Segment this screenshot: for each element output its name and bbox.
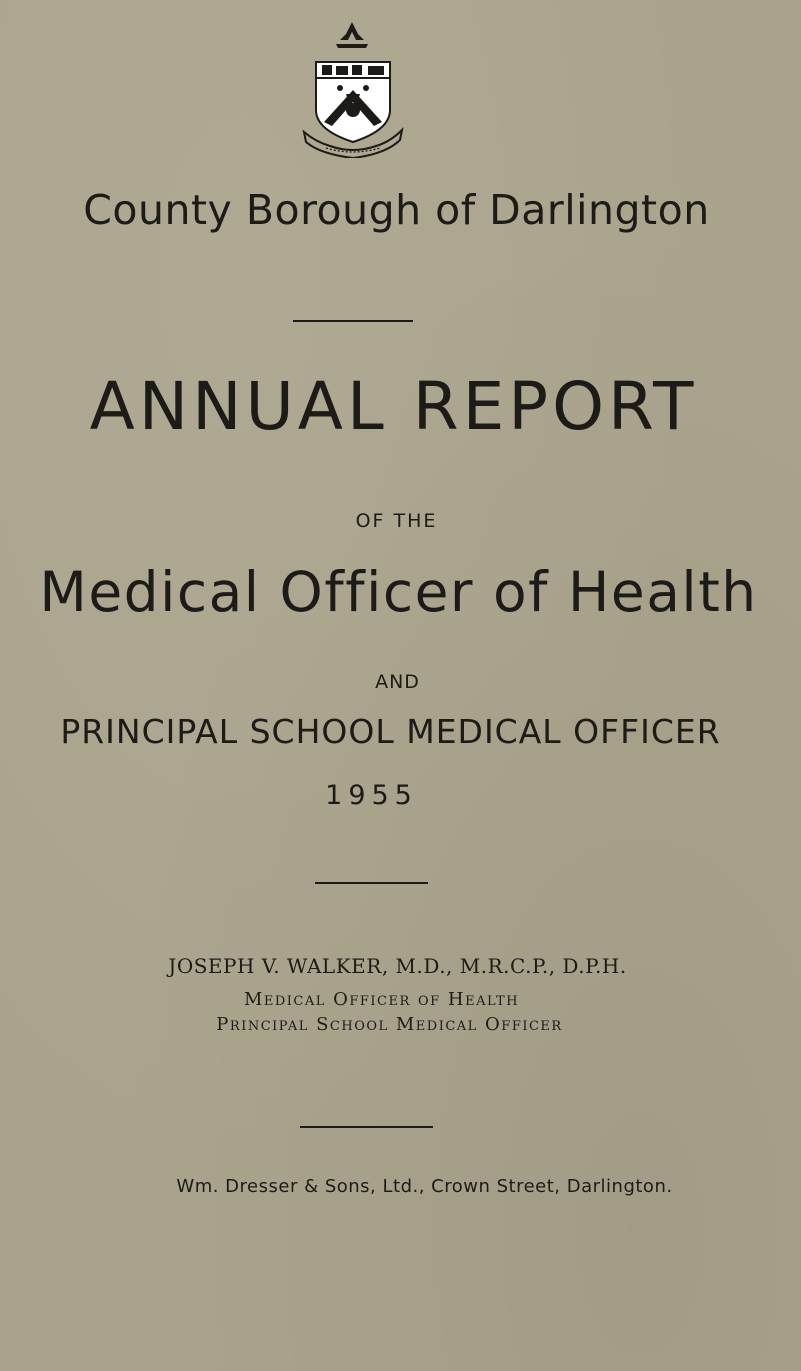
- divider-rule: [300, 1126, 433, 1128]
- report-title: ANNUAL REPORT: [89, 368, 698, 445]
- printer-imprint: Wm. Dresser & Sons, Ltd., Crown Street, Darlington.: [176, 1176, 673, 1197]
- author-name: JOSEPH V. WALKER, M.D., M.R.C.P., D.P.H.: [168, 954, 627, 978]
- second-officer-title: PRINCIPAL SCHOOL MEDICAL OFFICER: [60, 712, 721, 751]
- author-role-psmo: Principal School Medical Officer: [216, 1014, 563, 1035]
- divider-rule: [315, 882, 428, 884]
- author-role-moh: Medical Officer of Health: [243, 989, 520, 1010]
- officer-title: Medical Officer of Health: [39, 560, 758, 624]
- borough-coat-of-arms-icon: [296, 18, 408, 158]
- and-connector: AND: [375, 671, 420, 693]
- authority-name: County Borough of Darlington: [83, 186, 710, 234]
- report-year: 1955: [325, 780, 418, 811]
- divider-rule: [293, 320, 413, 322]
- of-the-connector: OF THE: [355, 510, 438, 532]
